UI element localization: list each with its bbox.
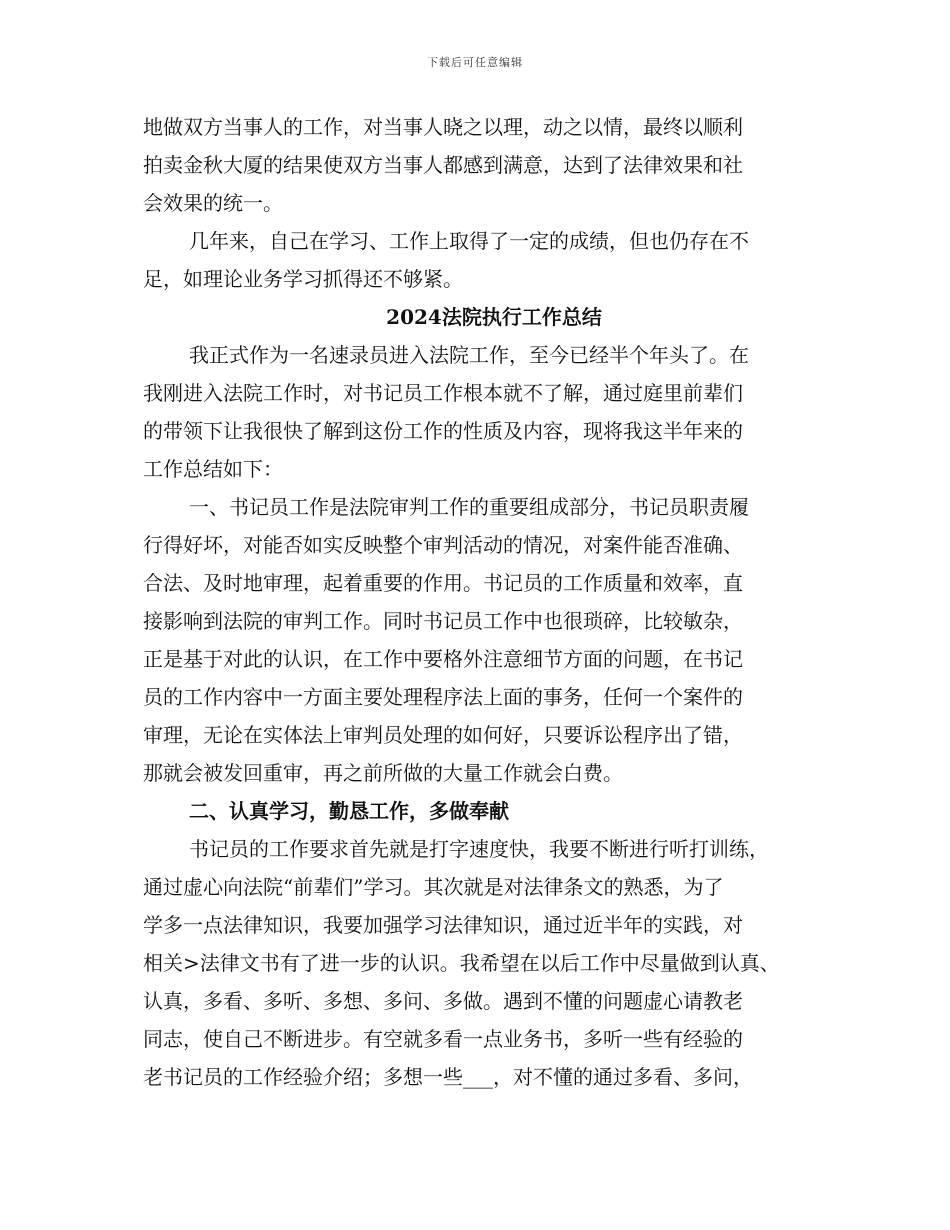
- text-line: 地做双方当事人的工作，对当事人晓之以理，动之以情，最终以顺利: [143, 115, 743, 139]
- text-line: 几年来，自己在学习、工作上取得了一定的成绩，但也仍存在不: [189, 229, 749, 253]
- text-line: 的带领下让我很快了解到这份工作的性质及内容，现将我这半年来的: [143, 419, 743, 443]
- text-line: 行得好坏，对能否如实反映整个审判活动的情况，对案件能否准确、: [143, 533, 743, 557]
- section-heading: 二、认真学习，勤恳工作，多做奉献: [189, 799, 509, 823]
- text-line: 老书记员的工作经验介绍；多想一些___，对不懂的通过多看、多问，: [143, 1065, 753, 1089]
- text-line: 我刚进入法院工作时，对书记员工作根本就不了解，通过庭里前辈们: [143, 381, 743, 405]
- text-line: 足，如理论业务学习抓得还不够紧。: [143, 267, 463, 291]
- text-line: 拍卖金秋大厦的结果使双方当事人都感到满意，达到了法律效果和社: [143, 153, 743, 177]
- section-title: 2024法院执行工作总结: [386, 305, 602, 329]
- text-line: 书记员的工作要求首先就是打字速度快，我要不断进行听打训练，: [189, 837, 769, 861]
- text-line: 合法、及时地审理，起着重要的作用。书记员的工作质量和效率，直: [143, 571, 743, 595]
- text-line: 学多一点法律知识，我要加强学习法律知识，通过近半年的实践，对: [143, 913, 743, 937]
- text-line: 通过虚心向法院“前辈们”学习。其次就是对法律条文的熟悉，为了: [143, 875, 724, 899]
- document-body: [143, 108, 815, 1096]
- text-line: 工作总结如下：: [143, 457, 283, 481]
- text-line: 员的工作内容中一方面主要处理程序法上面的事务，任何一个案件的: [143, 685, 743, 709]
- text-line: 一、书记员工作是法院审判工作的重要组成部分，书记员职责履: [189, 495, 749, 519]
- text-line: 相关>法律文书有了进一步的认识。我希望在以后工作中尽量做到认真、: [143, 951, 780, 975]
- text-line: 正是基于对此的认识，在工作中要格外注意细节方面的问题，在书记: [143, 647, 743, 671]
- text-line: 接影响到法院的审判工作。同时书记员工作中也很琐碎，比较敏杂，: [143, 609, 743, 633]
- text-line: 那就会被发回重审，再之前所做的大量工作就会白费。: [143, 761, 623, 785]
- text-line: 审理，无论在实体法上审判员处理的如何好，只要诉讼程序出了错，: [143, 723, 743, 747]
- text-line: 我正式作为一名速录员进入法院工作，至今已经半个年头了。在: [189, 343, 749, 367]
- text-line: 认真，多看、多听、多想、多问、多做。遇到不懂的问题虚心请教老: [143, 989, 743, 1013]
- text-line: 会效果的统一。: [143, 191, 283, 215]
- text-line: 同志，使自己不断进步。有空就多看一点业务书，多听一些有经验的: [143, 1027, 743, 1051]
- page-header: 下载后可任意编辑: [427, 56, 523, 69]
